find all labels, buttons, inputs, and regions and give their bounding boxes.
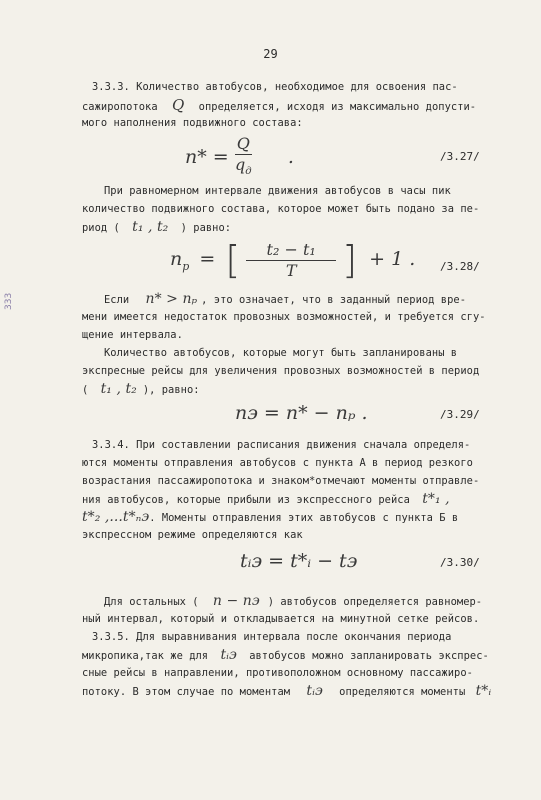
variable-ti-e: tᵢэ (220, 647, 237, 663)
paragraph-3-3-4-line-2: ются моменты отправления автобусов с пункта А в период резкого (82, 457, 473, 469)
period-variable: t₁ , t₂ (132, 219, 169, 235)
paragraph-3-3-4-line-5: t*₂ ,...t*ₙэ. Моменты отправления этих автобусов с пункта Б в (82, 509, 459, 525)
period-variable-2: t₁ , t₂ (100, 381, 137, 397)
equation-3-28-label: /3.28/ (440, 260, 480, 273)
paragraph-3-3-3-line-1: 3.3.3. Количество автобусов, необходимое для освоения пас- (92, 81, 458, 93)
margin-handwritten-note: 333 (4, 292, 14, 310)
paragraph-3-3-3-line-2: сажиропотока Q определяется, исходя из максимально допусти- (82, 96, 477, 114)
equation-3-27-label: /3.27/ (440, 150, 480, 163)
paragraph-rest-line-2: ный интервал, который и откладывается на минутной сетке рейсов. (82, 613, 480, 625)
variable-t-star-list: t*₂ ,...t*ₙэ (82, 509, 150, 525)
inequality: n* > nₚ (145, 291, 198, 307)
paragraph-3-3-5-line-2: микропика,так же для tᵢэ автобусов можно запланировать экспрес- (82, 647, 489, 663)
paragraph-3-3-4-line-1: 3.3.4. При составлении расписания движения сначала определя- (92, 439, 471, 451)
paragraph-rest-line-1: Для остальных ( n − nэ ) автобусов определяется равномер- (104, 593, 483, 609)
paragraph-rhythm-line-1: При равномерном интервале движения автобусов в часы пик (104, 185, 451, 197)
paragraph-rhythm-line-3: риод ( t₁ , t₂ ) равно: (82, 219, 232, 235)
variable-n-minus-ne: n − nэ (212, 593, 260, 609)
variable-q: Q (171, 96, 185, 114)
paragraph-count-line-3: ( t₁ , t₂ ), равно: (82, 381, 200, 397)
paragraph-if-line-1: Если n* > nₚ , это означает, что в заданный период вре- (104, 291, 467, 307)
paragraph-3-3-5-line-1: 3.3.5. Для выравнивания интервала после окончания периода (92, 631, 452, 643)
page-number: 29 (263, 47, 278, 61)
paragraph-3-3-4-line-6: экспрессном режиме определяются как (82, 529, 303, 541)
paragraph-count-line-1: Количество автобусов, которые могут быть запланированы в (104, 347, 458, 359)
paragraph-rhythm-line-2: количество подвижного состава, которое может быть подано за пе- (82, 203, 480, 215)
paragraph-3-3-5-line-3: сные рейсы в направлении, противоположном основному пассажиро- (82, 667, 473, 679)
variable-ti-star: t*ᵢ (475, 683, 492, 699)
equation-3-27: n* = $\frac{Q}{q_д}$ . (185, 134, 294, 178)
paragraph-if-line-2: мени имеется недостаток провозных возможностей, и требуется сгу- (82, 311, 486, 323)
equation-3-30: tᵢэ = t*ᵢ − tэ (240, 550, 358, 572)
paragraph-3-3-5-line-4: потоку. В этом случае по моментам tᵢэ определяются моменты t*ᵢ (82, 683, 492, 699)
equation-3-28: $n_р$ = [ $\frac{\text{t₂ − t₁}}{T}$ ] + 1 . (170, 238, 416, 282)
paragraph-3-3-4-line-4: ния автобусов, которые прибыли из экспрессного рейса t*₁ , (82, 491, 450, 507)
paragraph-3-3-4-line-3: возрастания пассажиропотока и знаком*отмечают моменты отправле- (82, 475, 480, 487)
paragraph-if-line-3: щение интервала. (82, 329, 183, 341)
variable-ti-e-2: tᵢэ (306, 683, 323, 699)
paragraph-3-3-3-line-3: мого наполнения подвижного состава: (82, 117, 303, 129)
paragraph-count-line-2: экспресные рейсы для увеличения провозных возможностей в период (82, 365, 480, 377)
equation-3-29: nэ = n* − nₚ . (235, 402, 368, 424)
equation-3-29-label: /3.29/ (440, 408, 480, 421)
variable-t1-star: t*₁ , (422, 491, 450, 507)
equation-3-30-label: /3.30/ (440, 556, 480, 569)
